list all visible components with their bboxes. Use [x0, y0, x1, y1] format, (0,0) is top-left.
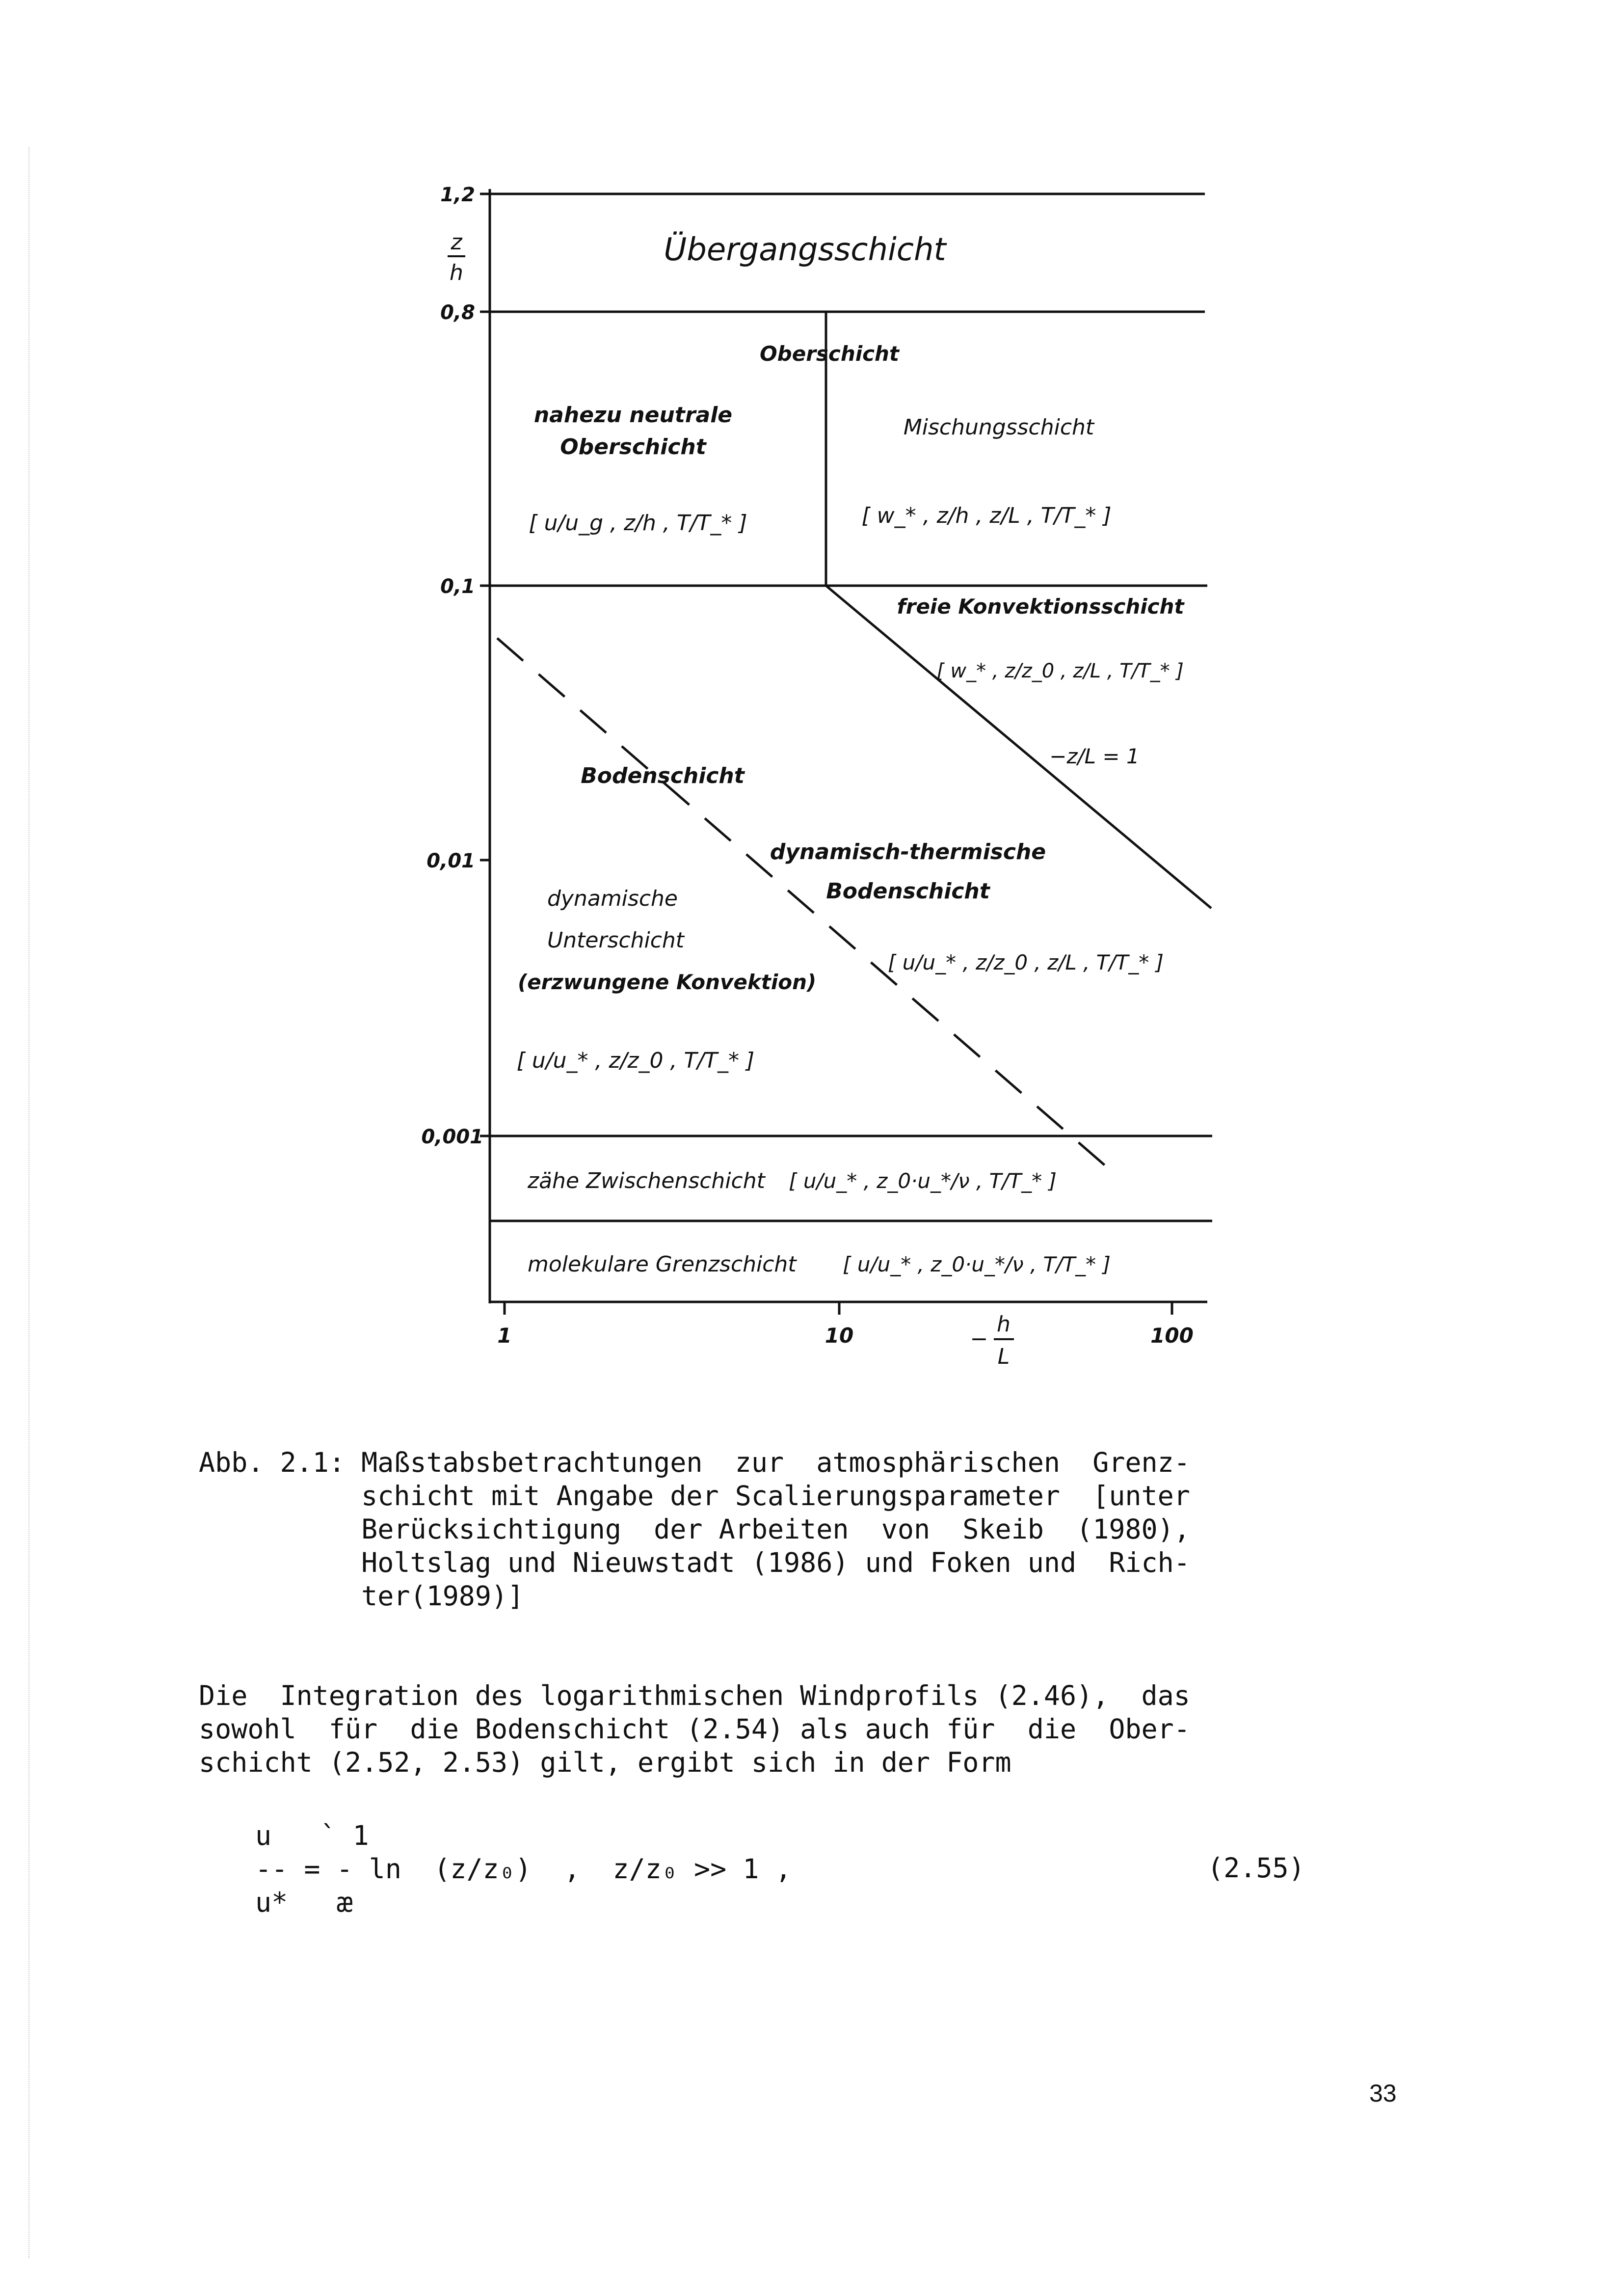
- x-label-prefix: −: [970, 1326, 988, 1351]
- label-mischungsschicht: Mischungsschicht: [903, 415, 1094, 440]
- equation-line: -- = - ln (z/z₀) , z/z₀ >> 1 ,: [255, 1853, 792, 1885]
- label-dyn-therm-2: Bodenschicht: [826, 879, 990, 904]
- x-label-num: h: [997, 1312, 1011, 1337]
- params-dyn-therm: [ u/u_* , z/z_0 , z/L , T/T_* ]: [887, 950, 1164, 974]
- caption-line: Holtslag und Nieuwstadt (1986) und Foken und Rich-: [199, 1547, 1190, 1578]
- caption-line: ter(1989)]: [199, 1580, 524, 1612]
- page-number: 33: [1369, 2080, 1397, 2107]
- params-zaehe: [ u/u_* , z_0·u_*/ν , T/T_* ]: [789, 1169, 1057, 1193]
- params-molekular: [ u/u_* , z_0·u_*/ν , T/T_* ]: [843, 1252, 1111, 1276]
- label-dyn-therm-1: dynamisch-thermische: [770, 839, 1046, 864]
- equation-line: u ` 1: [255, 1820, 369, 1851]
- params-neutral: [ u/u_g , z/h , T/T_* ]: [529, 511, 747, 536]
- caption-line: Abb. 2.1: Maßstabsbetrachtungen zur atmosphärischen Grenz-: [199, 1447, 1190, 1478]
- x-tick-label-100: 100: [1150, 1324, 1194, 1348]
- y-tick-label-0-1: 0,1: [440, 575, 475, 598]
- paragraph-line: schicht (2.52, 2.53) gilt, ergibt sich in der Form: [199, 1747, 1011, 1778]
- paragraph-line: Die Integration des logarithmischen Windprofils (2.46), das: [199, 1680, 1190, 1711]
- x-tick-label-1: 1: [497, 1324, 512, 1348]
- label-dyn-2: Unterschicht: [547, 928, 685, 953]
- params-dyn: [ u/u_* , z/z_0 , T/T_* ]: [516, 1048, 755, 1073]
- label-zaehe: zähe Zwischenschicht: [528, 1168, 765, 1193]
- label-uebergangsschicht: Übergangsschicht: [664, 232, 946, 268]
- paragraph-line: sowohl für die Bodenschicht (2.54) als auch für die Ober-: [199, 1713, 1190, 1745]
- caption-line: schicht mit Angabe der Scalierungsparameter [unter: [199, 1480, 1190, 1512]
- y-label-den: h: [450, 260, 463, 285]
- y-tick-label-0-8: 0,8: [440, 301, 475, 324]
- equation: [255, 1819, 792, 1919]
- label-bodenschicht: Bodenschicht: [581, 763, 745, 788]
- y-tick-label-1-2: 1,2: [440, 184, 475, 206]
- x-label-den: L: [997, 1344, 1010, 1369]
- label-dyn-3: (erzwungene Konvektion): [518, 970, 817, 994]
- label-neutral-1: nahezu neutrale: [533, 403, 733, 428]
- figure-caption: [199, 1446, 1190, 1613]
- label-neutral-2: Oberschicht: [560, 434, 706, 459]
- label-freie-konvektion: freie Konvektionsschicht: [897, 594, 1184, 619]
- y-tick-label-0-01: 0,01: [426, 850, 475, 872]
- equation-number: (2.55): [1207, 1852, 1305, 1884]
- y-tick-label-0-001: 0,001: [421, 1126, 483, 1148]
- label-dyn-1: dynamische: [547, 886, 678, 911]
- label-molekular: molekulare Grenzschicht: [528, 1252, 797, 1277]
- label-zl-1: −z/L = 1: [1049, 744, 1140, 768]
- params-mischung: [ w_* , z/h , z/L , T/T_* ]: [861, 503, 1112, 528]
- body-paragraph: [199, 1679, 1190, 1779]
- y-label-num: z: [451, 230, 462, 255]
- params-freie: [ w_* , z/z_0 , z/L , T/T_* ]: [936, 660, 1184, 682]
- x-tick-label-10: 10: [825, 1324, 854, 1348]
- label-oberschicht: Oberschicht: [759, 342, 900, 366]
- equation-line: u* æ: [255, 1887, 353, 1918]
- caption-line: Berücksichtigung der Arbeiten von Skeib (1980),: [199, 1513, 1190, 1545]
